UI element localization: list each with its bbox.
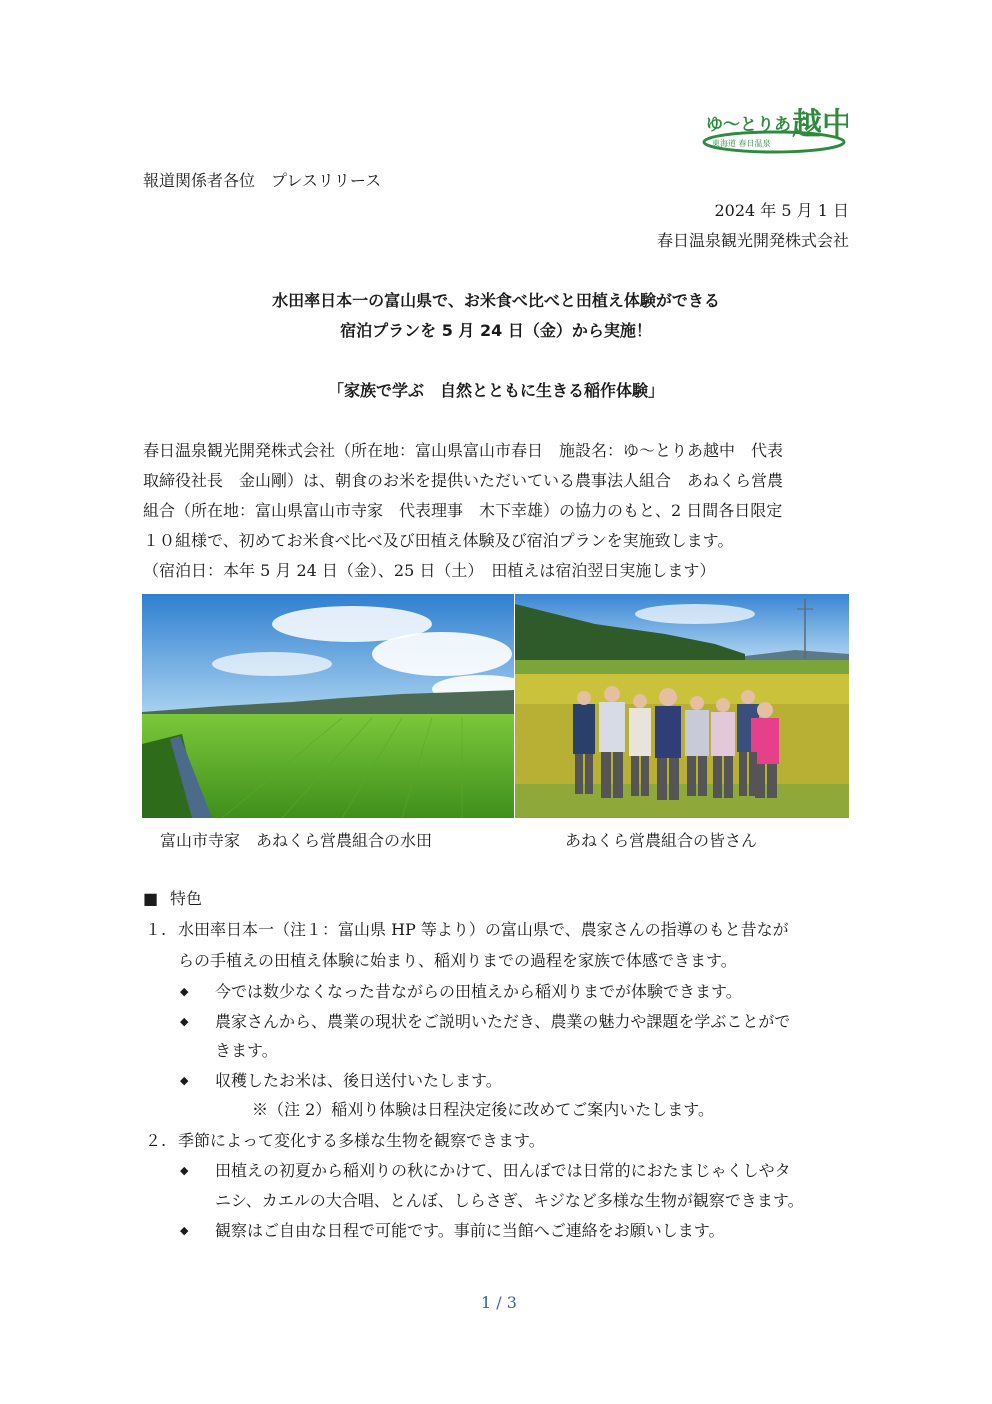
farmers-group-photo — [515, 594, 849, 818]
bullet-text: 収穫したお米は、後日送付いたします。 — [215, 1071, 502, 1090]
feature-text: 季節によって変化する多様な生物を観察できます。 — [178, 1131, 545, 1150]
bullet-icon: ◆ — [180, 1224, 189, 1237]
company-logo — [700, 96, 848, 158]
recipients-line: 報道関係者各位 プレスリリース — [143, 171, 382, 190]
company-name: 春日温泉観光開発株式会社 — [656, 231, 849, 250]
feature-number: １. — [145, 920, 167, 939]
intro-line: 春日温泉観光開発株式会社（所在地：富山県富山市春日 施設名：ゆ〜とりあ越中 代表 — [143, 441, 784, 460]
bullet-text: 観察はご自由な日程で可能です。事前に当館へご連絡をお願いします。 — [215, 1221, 725, 1240]
subtitle: 「家族で学ぶ 自然とともに生きる稲作体験」 — [327, 381, 664, 400]
bullet-icon: ◆ — [180, 985, 189, 998]
intro-line: （宿泊日：本年 5 月 24 日（金）、25 日（土） 田植えは宿泊翌日実施します） — [143, 561, 716, 580]
feature-text: 水田率日本一（注１：富山県 HP 等より）の富山県で、農家さんの指導のもと昔なが — [178, 920, 789, 939]
intro-line: 取締役社長 金山剛）は、朝食のお米を提供いただいている農事法人組合 あねくら営農 — [143, 471, 784, 490]
bullet-text: きます。 — [215, 1041, 278, 1060]
bullet-text: 農家さんから、農業の現状をご説明いただき、農業の魅力や課題を学ぶことがで — [215, 1012, 791, 1031]
bullet-icon: ◆ — [180, 1015, 189, 1028]
release-date: 2024 年 5 月 1 日 — [714, 201, 849, 220]
rice-paddy-photo — [142, 594, 514, 818]
bullet-icon: ◆ — [180, 1164, 189, 1177]
title-line-2: 宿泊プランを 5 月 24 日（金）から実施！ — [340, 321, 652, 340]
svg-text:越中: 越中 — [792, 107, 848, 142]
features-heading: 特色 — [170, 889, 203, 908]
feature-number: ２. — [145, 1131, 167, 1150]
intro-line: 組合（所在地：富山県富山市寺家 代表理事 木下幸雄）の協力のもと、2 日間各日限定 — [143, 501, 783, 520]
features-heading-mark: ■ — [143, 889, 159, 908]
feature-text: らの手植えの田植え体験に始まり、稲刈りまでの過程を家族で体感できます。 — [178, 951, 737, 970]
svg-text:東海道 春日温泉: 東海道 春日温泉 — [712, 139, 771, 148]
page-number: 1 / 3 — [481, 1293, 517, 1312]
title-line-1: 水田率日本一の富山県で、お米食べ比べと田植え体験ができる — [272, 291, 720, 310]
photo-caption-left: 富山市寺家 あねくら営農組合の水田 — [160, 831, 433, 850]
bullet-icon: ◆ — [180, 1074, 189, 1087]
intro-line: １０組様で、初めてお米食べ比べ及び田植え体験及び宿泊プランを実施致します。 — [143, 531, 734, 550]
bullet-text: ニシ、カエルの大合唱、とんぼ、しらさぎ、キジなど多様な生物が観察できます。 — [215, 1191, 804, 1210]
bullet-text: 田植えの初夏から稲刈りの秋にかけて、田んぼでは日常的におたまじゃくしやタ — [215, 1161, 791, 1180]
svg-text:ゆ〜とりあ: ゆ〜とりあ — [706, 115, 791, 135]
bullet-text: 今では数少なくなった昔ながらの田植えから稲刈りまでが体験できます。 — [215, 982, 742, 1001]
note-text: ※（注 2）稲刈り体験は日程決定後に改めてご案内いたします。 — [252, 1100, 714, 1119]
photo-caption-right: あねくら営農組合の皆さん — [565, 831, 758, 850]
